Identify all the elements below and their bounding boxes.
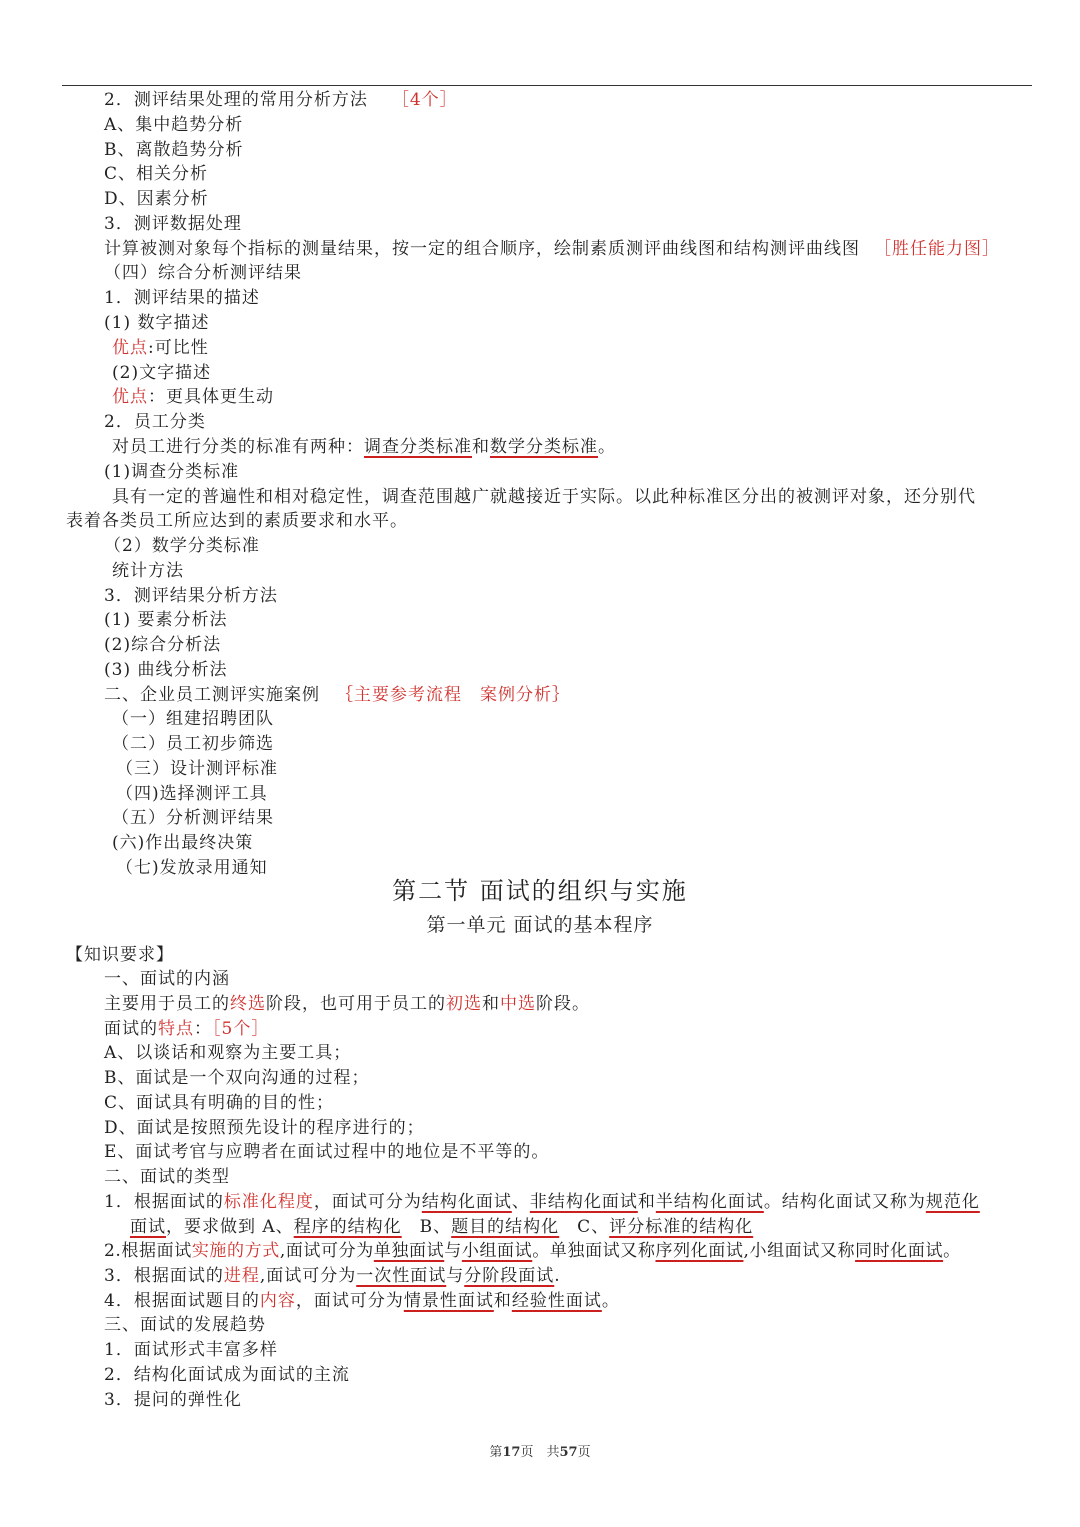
type-standardization: 1．根据面试的标准化程度，面试可分为结构化面试、非结构化面试和半结构化面试。结构化面试又称为规范化 <box>104 1192 980 1212</box>
trends-heading: 三、面试的发展趋势 <box>104 1315 266 1335</box>
list-item: B、面试是一个双向沟通的过程； <box>104 1068 370 1088</box>
survey-standard-title: (1)调查分类标准 <box>104 462 240 482</box>
type-content: 4．根据面试题目的内容，面试可分为情景性面试和经验性面试。 <box>104 1291 620 1311</box>
list-item: （一）组建招聘团队 <box>112 709 274 729</box>
list-item: （二）员工初步筛选 <box>112 734 274 754</box>
analysis-methods-heading: 3．测评结果分析方法 <box>104 586 278 606</box>
list-item: （四)选择测评工具 <box>116 784 268 804</box>
page-footer: 第17页 共57页 <box>489 1445 591 1460</box>
list-item: （七)发放录用通知 <box>116 858 268 878</box>
interview-types-heading: 二、面试的类型 <box>104 1167 230 1187</box>
list-item: B、离散趋势分析 <box>104 140 244 160</box>
interview-meaning-desc: 主要用于员工的终选阶段，也可用于员工的初选和中选阶段。 <box>104 994 590 1014</box>
list-item: 1．面试形式丰富多样 <box>104 1340 278 1360</box>
type-method: 2.根据面试实施的方式,面试可分为单独面试与小组面试。单独面试又称序列化面试,小组面试又称同时化面试。 <box>104 1241 961 1261</box>
interview-meaning-heading: 一、面试的内涵 <box>104 969 230 989</box>
list-item: （三）设计测评标准 <box>116 759 278 779</box>
case-heading: 二、企业员工测评实施案例 ｛主要参考流程 案例分析｝ <box>104 685 570 705</box>
unit-title: 第一单元 面试的基本程序 <box>426 914 654 936</box>
knowledge-label: 【知识要求】 <box>66 945 174 965</box>
list-item: A、以谈话和观察为主要工具； <box>104 1043 352 1063</box>
type-process: 3．根据面试的进程,面试可分为一次性面试与分阶段面试. <box>104 1266 561 1286</box>
analysis-methods-title: 2．测评结果处理的常用分析方法 ［4个］ <box>104 90 458 110</box>
list-item: (1) 要素分析法 <box>104 610 228 630</box>
advantage-line: 优点:可比性 <box>112 338 209 358</box>
advantage-line: 优点：更具体更生动 <box>112 387 274 407</box>
survey-standard-desc: 具有一定的普遍性和相对稳定性，调查范围越广就越接近于实际。以此种标准区分出的被测评对象，还分别代 <box>112 487 976 507</box>
list-item: 2．结构化面试成为面试的主流 <box>104 1365 350 1385</box>
list-item: C、相关分析 <box>104 164 209 184</box>
part-four-heading: （四）综合分析测评结果 <box>104 263 302 283</box>
features-heading: 面试的特点：［5个］ <box>104 1019 270 1039</box>
result-description-title: 1．测评结果的描述 <box>104 288 260 308</box>
list-item: A、集中趋势分析 <box>104 115 244 135</box>
list-item: 3．提问的弹性化 <box>104 1390 242 1410</box>
classification-standards: 对员工进行分类的标准有两种：调查分类标准和数学分类标准。 <box>112 437 616 457</box>
list-item: E、面试考官与应聘者在面试过程中的地位是不平等的。 <box>104 1142 550 1162</box>
math-standard-title: （2）数学分类标准 <box>104 536 260 556</box>
survey-standard-desc-cont: 表着各类员工所应达到的素质要求和水平。 <box>66 511 408 531</box>
list-item: （五）分析测评结果 <box>112 808 274 828</box>
list-item: D、因素分析 <box>104 189 209 209</box>
list-item: (2)综合分析法 <box>104 635 222 655</box>
list-item: D、面试是按照预先设计的程序进行的； <box>104 1118 425 1138</box>
section-title: 第二节 面试的组织与实施 <box>392 877 688 905</box>
text-description: (2)文字描述 <box>112 363 212 383</box>
data-processing-title: 3．测评数据处理 <box>104 214 242 234</box>
numeric-description: (1) 数字描述 <box>104 313 210 333</box>
header-rule <box>62 85 1032 86</box>
data-processing-desc: 计算被测对象每个指标的测量结果，按一定的组合顺序，绘制素质测评曲线图和结构测评曲线图 ［胜任能力图］ <box>104 239 1000 259</box>
list-item: C、面试具有明确的目的性； <box>104 1093 335 1113</box>
list-item: (六)作出最终决策 <box>112 833 254 853</box>
employee-classification-title: 2．员工分类 <box>104 412 206 432</box>
list-item: (3) 曲线分析法 <box>104 660 228 680</box>
math-standard-desc: 统计方法 <box>112 561 184 581</box>
type-standardization-cont: 面试，要求做到 A、程序的结构化 B、题目的结构化 C、评分标准的结构化 <box>130 1217 754 1237</box>
